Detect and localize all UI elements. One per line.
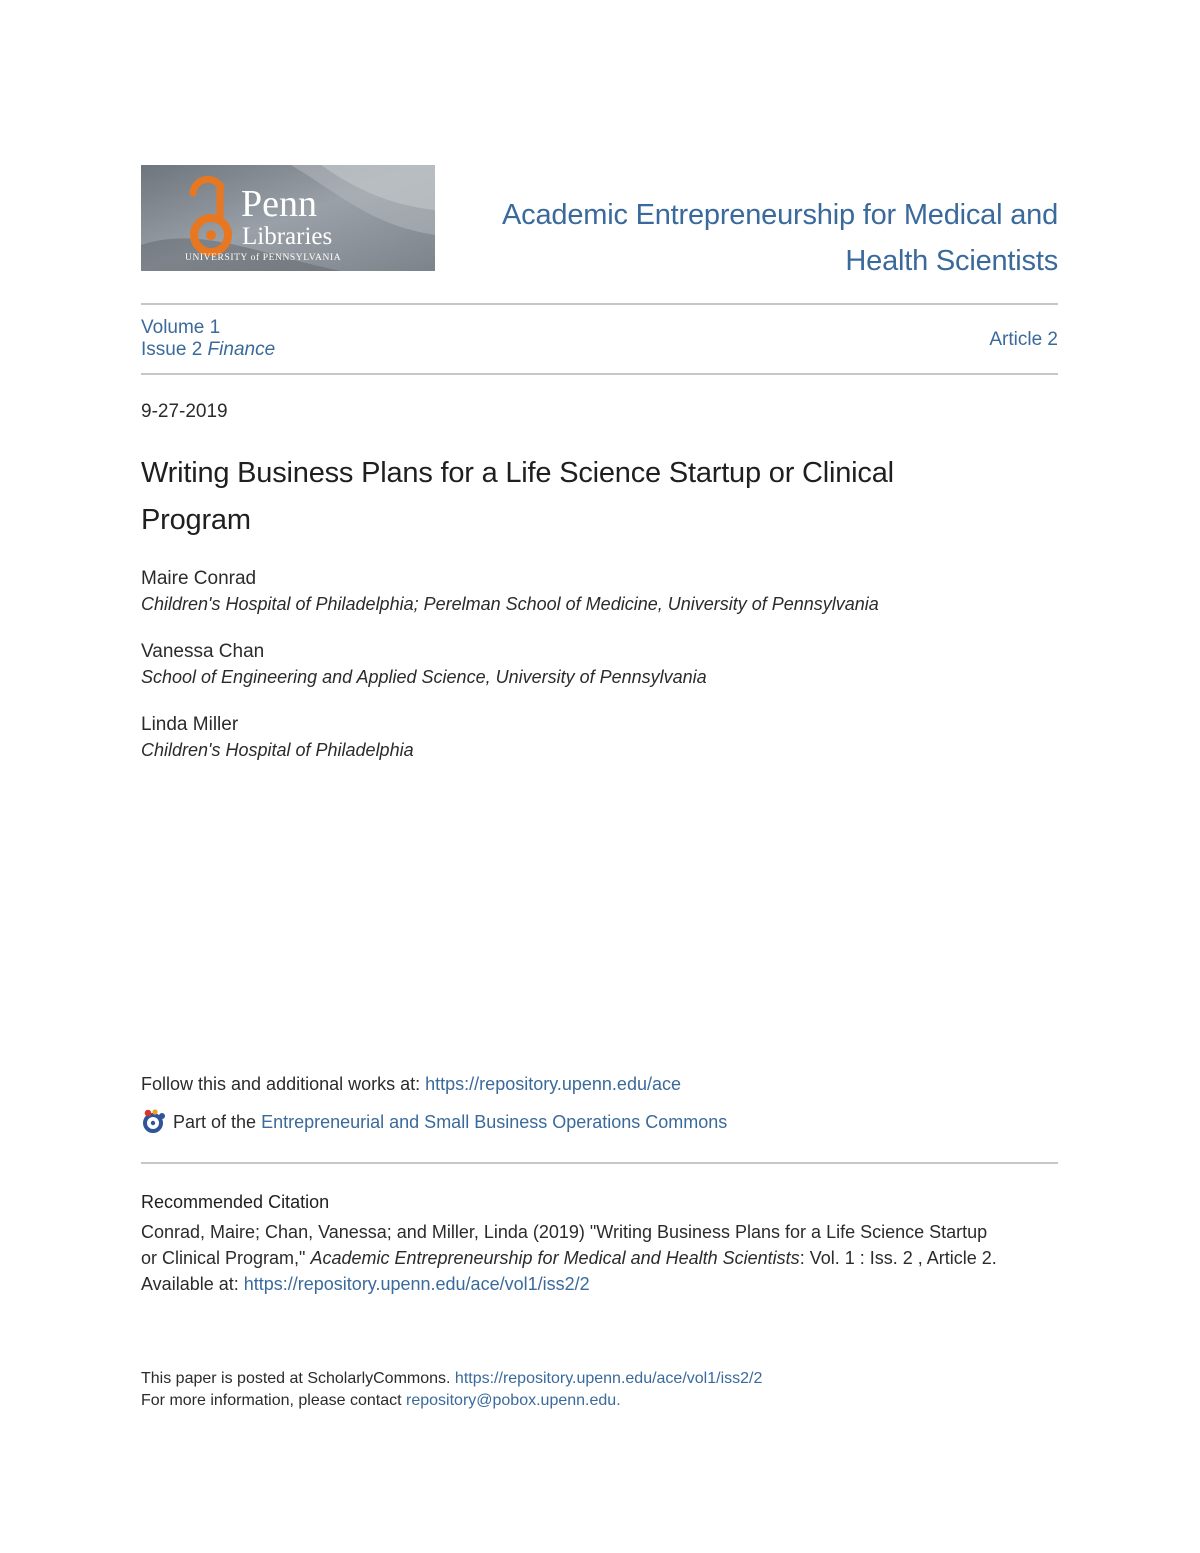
citation-line2 <box>141 1245 1071 1271</box>
article-title <box>141 450 1041 544</box>
author-affiliation: Children's Hospital of Philadelphia; Perelman School of Medicine, University of Pennsylvania <box>141 594 879 614</box>
network-commons-icon <box>141 1109 167 1135</box>
journal-title[interactable] <box>440 192 1058 284</box>
journal-title-line1[interactable]: Academic Entrepreneurship for Medical and <box>502 199 1058 231</box>
repository-link[interactable]: https://repository.upenn.edu/ace <box>425 1074 681 1094</box>
citation-heading: Recommended Citation <box>141 1192 330 1212</box>
penn-libraries-logo-graphic <box>141 165 435 271</box>
article-title-line1: Writing Business Plans for a Life Science Startup or Clinical <box>141 457 894 489</box>
issue-name[interactable]: Finance <box>207 339 276 360</box>
issue-link[interactable] <box>141 339 275 361</box>
penn-libraries-logo[interactable] <box>141 165 435 271</box>
svg-text:UNIVERSITY of PENNSYLVANIA: UNIVERSITY of PENNSYLVANIA <box>185 253 342 263</box>
footer-posted-text: This paper is posted at ScholarlyCommons. <box>141 1370 455 1387</box>
citation-line2-prefix: or Clinical Program," <box>141 1248 311 1268</box>
footer-line2 <box>141 1390 762 1412</box>
commons-prefix: Part of the <box>173 1112 257 1132</box>
author-entry <box>141 640 1061 690</box>
volume-link[interactable]: Volume 1 <box>141 317 221 338</box>
commons-line <box>141 1106 727 1138</box>
commons-link[interactable]: Entrepreneurial and Small Business Operations Commons <box>261 1112 728 1132</box>
follow-text: Follow this and additional works at: <box>141 1074 426 1094</box>
author-name: Maire Conrad <box>141 568 257 589</box>
divider-issue <box>141 373 1058 375</box>
divider-citation <box>141 1162 1058 1164</box>
author-entry <box>141 713 1061 763</box>
publication-date: 9-27-2019 <box>141 401 228 422</box>
author-entry <box>141 567 1061 617</box>
svg-text:Penn: Penn <box>241 183 317 225</box>
author-name: Vanessa Chan <box>141 641 265 662</box>
citation-line3 <box>141 1271 1071 1297</box>
citation-line2-suffix: : Vol. 1 : Iss. 2 , Article 2. <box>799 1248 997 1268</box>
author-affiliation: School of Engineering and Applied Science, University of Pennsylvania <box>141 667 707 687</box>
follow-line <box>141 1072 681 1096</box>
footer-contact-text: For more information, please contact <box>141 1392 407 1409</box>
citation-line1: Conrad, Maire; Chan, Vanessa; and Miller, Linda (2019) "Writing Business Plans for a Life Science Startup <box>141 1222 988 1242</box>
footer <box>141 1368 762 1412</box>
citation-body <box>141 1219 1071 1297</box>
issue-number[interactable]: Issue 2 <box>141 339 203 360</box>
journal-title-line2[interactable]: Health Scientists <box>845 245 1058 277</box>
citation-url-link[interactable]: https://repository.upenn.edu/ace/vol1/iss2/2 <box>243 1274 590 1294</box>
footer-line1 <box>141 1368 762 1390</box>
footer-url-link[interactable]: https://repository.upenn.edu/ace/vol1/iss2/2 <box>454 1370 763 1387</box>
citation-available-label: Available at: <box>141 1274 244 1294</box>
footer-period: . <box>616 1392 621 1409</box>
article-number-link[interactable]: Article 2 <box>989 329 1058 350</box>
divider-top <box>141 303 1058 305</box>
footer-email-link[interactable]: repository@pobox.upenn.edu <box>406 1392 617 1409</box>
article-title-line2: Program <box>141 504 251 536</box>
author-affiliation: Children's Hospital of Philadelphia <box>141 740 414 760</box>
citation-journal: Academic Entrepreneurship for Medical and Health Scientists <box>310 1248 800 1268</box>
author-name: Linda Miller <box>141 714 239 735</box>
svg-text:Libraries: Libraries <box>242 223 333 250</box>
